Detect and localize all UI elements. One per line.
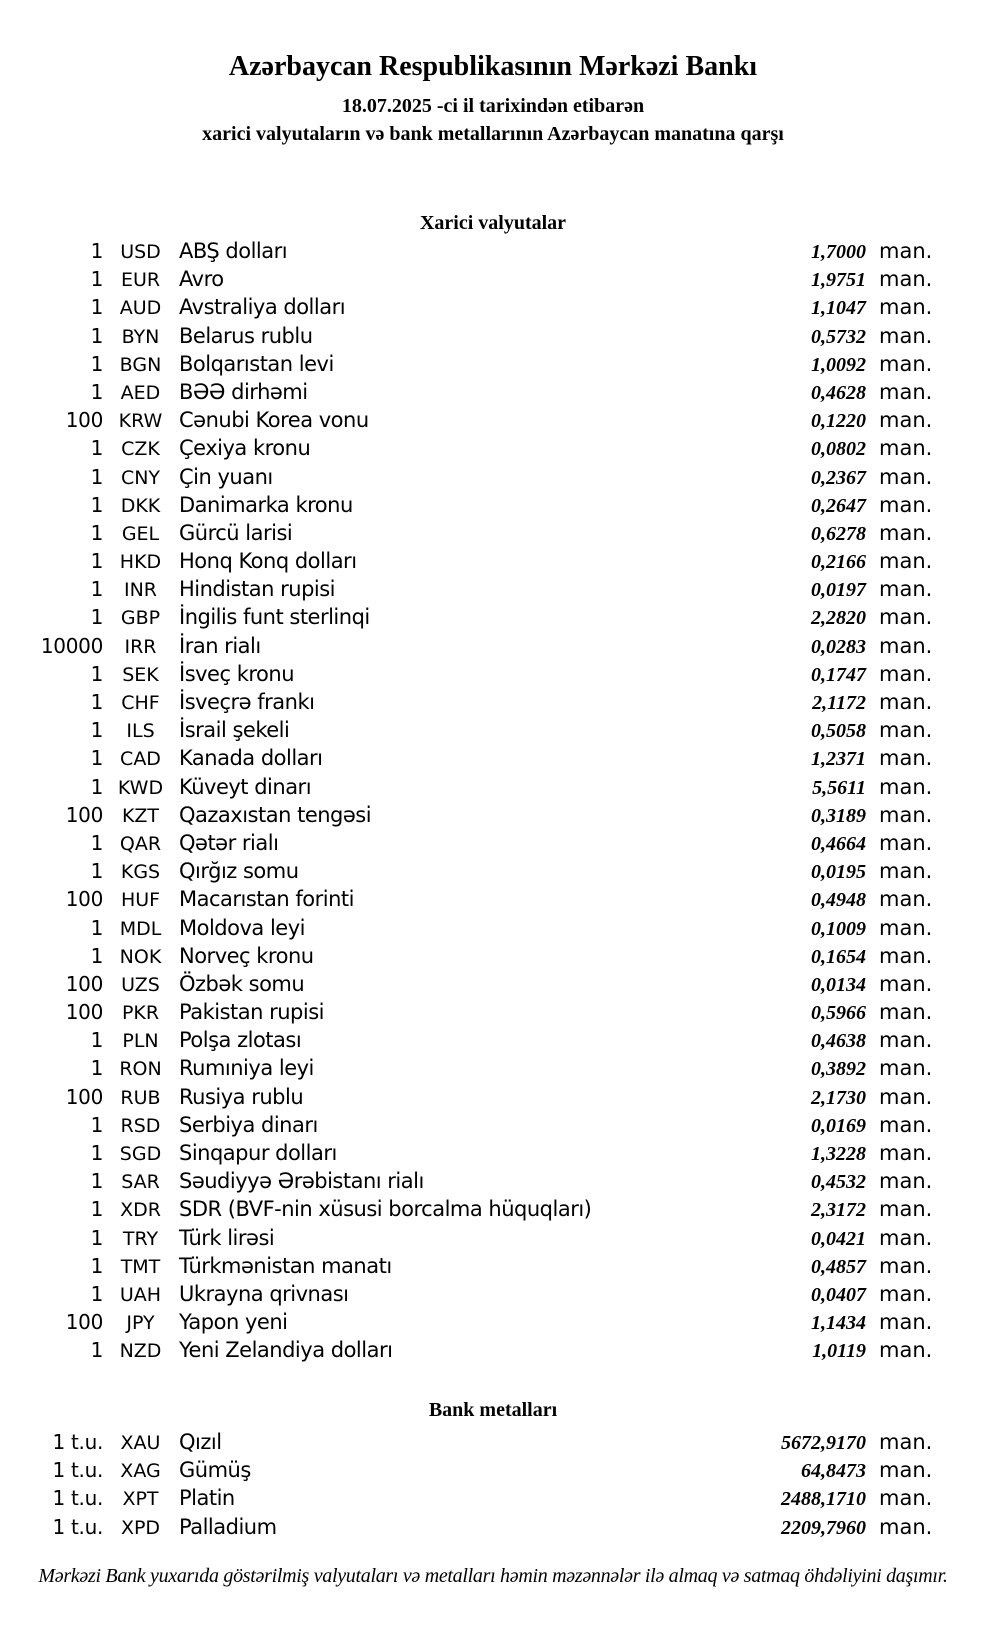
name-cell: Yapon yeni bbox=[179, 1310, 288, 1335]
rate-cell: 64,8473 bbox=[801, 1460, 866, 1483]
currency-row bbox=[0, 716, 986, 744]
rate-cell: 0,3892 bbox=[811, 1058, 866, 1081]
rate-cell: 0,0283 bbox=[811, 635, 866, 658]
currencies-table bbox=[0, 237, 986, 1365]
quantity-cell: 1 bbox=[90, 1281, 103, 1306]
code-cell: TMT bbox=[120, 1255, 161, 1278]
rate-cell: 0,4948 bbox=[811, 889, 866, 912]
rate-cell: 0,0407 bbox=[811, 1283, 866, 1306]
unit-cell: man. bbox=[879, 605, 933, 630]
name-cell: Serbiya dinarı bbox=[179, 1112, 318, 1137]
code-cell: USD bbox=[120, 241, 161, 263]
code-cell: INR bbox=[123, 579, 158, 602]
name-cell: İsrail şekeli bbox=[179, 718, 290, 743]
name-cell: Çexiya kronu bbox=[179, 436, 311, 461]
code-cell: TRY bbox=[122, 1227, 159, 1250]
currency-row bbox=[0, 942, 986, 970]
unit-cell: man. bbox=[879, 774, 933, 799]
rate-cell: 2,1730 bbox=[811, 1086, 866, 1109]
currency-row bbox=[0, 1054, 986, 1082]
quantity-cell: 1 bbox=[90, 549, 103, 574]
quantity-cell: 100 bbox=[65, 1310, 103, 1335]
unit-cell: man. bbox=[879, 1430, 933, 1454]
unit-cell: man. bbox=[879, 1486, 933, 1511]
code-cell: UZS bbox=[121, 973, 160, 996]
quantity-cell: 1 bbox=[90, 1253, 103, 1278]
name-cell: Polşa zlotası bbox=[179, 1028, 302, 1053]
currency-row bbox=[0, 1111, 986, 1139]
code-cell: CHF bbox=[121, 692, 160, 714]
subtitle: xarici valyutaların və bank metallarının Azərbaycan manatına qarşı bbox=[202, 123, 784, 145]
unit-cell: man. bbox=[879, 1000, 933, 1025]
currency-row bbox=[0, 970, 986, 998]
code-cell: XPT bbox=[122, 1488, 159, 1511]
name-cell: Rumıniya leyi bbox=[179, 1056, 314, 1081]
currency-row bbox=[0, 1083, 986, 1111]
quantity-cell: 1 bbox=[90, 492, 103, 517]
quantity-cell: 1 bbox=[90, 1141, 103, 1165]
code-cell: MDL bbox=[119, 917, 162, 940]
name-cell: Türk lirəsi bbox=[179, 1225, 275, 1250]
name-cell: Rusiya rublu bbox=[179, 1084, 304, 1109]
currency-row bbox=[0, 463, 986, 491]
code-cell: AUD bbox=[119, 297, 162, 320]
unit-cell: man. bbox=[879, 1514, 933, 1539]
page-title: Azərbaycan Respublikasının Mərkəzi Bankı bbox=[228, 51, 758, 82]
currency-row bbox=[0, 575, 986, 603]
quantity-cell: 100 bbox=[65, 802, 103, 827]
code-cell: GEL bbox=[121, 522, 160, 545]
quantity-cell: 1 bbox=[90, 323, 103, 348]
unit-cell: man. bbox=[879, 1458, 933, 1483]
unit-cell: man. bbox=[879, 971, 933, 996]
rate-cell: 0,1747 bbox=[811, 663, 866, 686]
name-cell: Hindistan rupisi bbox=[179, 577, 336, 602]
disclaimer-note: Mərkəzi Bank yuxarıda göstərilmiş valyutaları və metalları həmin məzənnələr ilə almaq və satmaq öhdəliyini daşımır. bbox=[38, 1565, 948, 1587]
code-cell: SEK bbox=[122, 663, 159, 686]
quantity-cell: 100 bbox=[65, 1000, 103, 1025]
currencies-section-title: Xarici valyutalar bbox=[419, 212, 567, 234]
rate-cell: 2488,1710 bbox=[781, 1488, 866, 1511]
name-cell: İran rialı bbox=[179, 633, 261, 658]
quantity-cell: 100 bbox=[65, 887, 103, 912]
name-cell: Avstraliya dolları bbox=[179, 295, 346, 320]
rate-cell: 2,3172 bbox=[811, 1199, 866, 1222]
unit-cell: man. bbox=[879, 1112, 933, 1137]
name-cell: Küveyt dinarı bbox=[179, 774, 312, 799]
name-cell: İsveç kronu bbox=[179, 661, 295, 686]
rate-cell: 0,5732 bbox=[811, 325, 866, 348]
quantity-cell: 1 t.u. bbox=[52, 1430, 103, 1454]
unit-cell: man. bbox=[879, 520, 933, 545]
rate-cell: 0,0134 bbox=[811, 973, 866, 996]
code-cell: RSD bbox=[120, 1114, 161, 1137]
name-cell: Palladium bbox=[179, 1514, 277, 1539]
unit-cell: man. bbox=[879, 379, 933, 404]
name-cell: Qızıl bbox=[179, 1430, 222, 1454]
currency-row bbox=[0, 885, 986, 913]
currency-row bbox=[0, 829, 986, 857]
quantity-cell: 1 bbox=[90, 1197, 103, 1222]
rate-cell: 0,2647 bbox=[811, 494, 866, 517]
quantity-cell: 1 bbox=[90, 1338, 103, 1363]
code-cell: KRW bbox=[118, 410, 163, 433]
name-cell: Qətər rialı bbox=[179, 830, 279, 855]
unit-cell: man. bbox=[879, 1197, 933, 1222]
currency-row bbox=[0, 1308, 986, 1336]
code-cell: CZK bbox=[121, 438, 160, 461]
name-cell: Danimarka kronu bbox=[179, 492, 353, 517]
quantity-cell: 1 bbox=[90, 690, 103, 714]
unit-cell: man. bbox=[879, 802, 933, 827]
currency-row bbox=[0, 378, 986, 406]
quantity-cell: 1 bbox=[90, 351, 103, 376]
metals-section-title: Bank metalları bbox=[428, 1399, 558, 1421]
name-cell: Honq Konq dolları bbox=[179, 549, 357, 574]
quantity-cell: 1 bbox=[90, 436, 103, 461]
code-cell: CNY bbox=[120, 466, 161, 489]
currency-row bbox=[0, 1252, 986, 1280]
unit-cell: man. bbox=[879, 1169, 933, 1194]
rate-cell: 0,4638 bbox=[811, 1030, 866, 1053]
quantity-cell: 1 bbox=[90, 464, 103, 489]
unit-cell: man. bbox=[879, 1028, 933, 1053]
currency-row bbox=[0, 688, 986, 716]
currency-row bbox=[0, 547, 986, 575]
quantity-cell: 1 bbox=[90, 718, 103, 743]
name-cell: Platin bbox=[179, 1486, 235, 1511]
currency-row bbox=[0, 801, 986, 829]
code-cell: KWD bbox=[117, 776, 164, 799]
code-cell: XDR bbox=[120, 1199, 161, 1222]
unit-cell: man. bbox=[879, 718, 933, 743]
code-cell: PKR bbox=[121, 1002, 160, 1025]
name-cell: İngilis funt sterlinqi bbox=[179, 605, 370, 630]
unit-cell: man. bbox=[879, 830, 933, 855]
rate-cell: 1,0119 bbox=[812, 1340, 866, 1363]
unit-cell: man. bbox=[879, 1084, 933, 1109]
rate-cell: 1,3228 bbox=[811, 1143, 866, 1165]
name-cell: Sinqapur dolları bbox=[179, 1141, 337, 1165]
code-cell: XAU bbox=[120, 1432, 161, 1454]
unit-cell: man. bbox=[879, 1253, 933, 1278]
currency-row bbox=[0, 1280, 986, 1308]
name-cell: Çin yuanı bbox=[179, 464, 273, 489]
unit-cell: man. bbox=[879, 549, 933, 574]
quantity-cell: 1 bbox=[90, 295, 103, 320]
code-cell: JPY bbox=[126, 1312, 155, 1335]
currency-row bbox=[0, 632, 986, 660]
unit-cell: man. bbox=[879, 746, 933, 771]
unit-cell: man. bbox=[879, 1338, 933, 1363]
rate-cell: 0,0195 bbox=[811, 861, 866, 884]
code-cell: CAD bbox=[120, 748, 161, 771]
rate-cell: 0,2367 bbox=[811, 466, 866, 489]
rate-cell: 0,1009 bbox=[811, 917, 866, 940]
quantity-cell: 1 bbox=[90, 1112, 103, 1137]
unit-cell: man. bbox=[879, 1281, 933, 1306]
quantity-cell: 1 t.u. bbox=[52, 1458, 103, 1483]
metal-row bbox=[0, 1428, 986, 1456]
currency-row bbox=[0, 519, 986, 547]
name-cell: Bolqarıstan levi bbox=[179, 351, 334, 376]
rate-cell: 2,1172 bbox=[812, 692, 866, 714]
unit-cell: man. bbox=[879, 464, 933, 489]
quantity-cell: 1 bbox=[90, 239, 103, 263]
rate-cell: 0,0802 bbox=[811, 438, 866, 461]
name-cell: Macarıstan forinti bbox=[179, 887, 354, 912]
rate-cell: 2209,7960 bbox=[781, 1516, 866, 1539]
rate-cell: 0,0421 bbox=[811, 1227, 866, 1250]
code-cell: PLN bbox=[122, 1030, 159, 1053]
unit-cell: man. bbox=[879, 577, 933, 602]
quantity-cell: 1 bbox=[90, 1028, 103, 1053]
rate-cell: 0,3189 bbox=[811, 804, 866, 827]
rate-cell: 2,2820 bbox=[811, 607, 866, 630]
name-cell: Ukrayna qrivnası bbox=[179, 1281, 349, 1306]
quantity-cell: 10000 bbox=[40, 633, 103, 658]
unit-cell: man. bbox=[879, 943, 933, 968]
name-cell: Avro bbox=[179, 267, 224, 292]
rate-cell: 1,9751 bbox=[811, 269, 866, 292]
quantity-cell: 100 bbox=[65, 971, 103, 996]
currency-row bbox=[0, 350, 986, 378]
rate-cell: 5,5611 bbox=[812, 776, 866, 799]
code-cell: SGD bbox=[119, 1143, 162, 1165]
rate-cell: 1,1047 bbox=[811, 297, 866, 320]
unit-cell: man. bbox=[879, 351, 933, 376]
unit-cell: man. bbox=[879, 1225, 933, 1250]
rate-cell: 0,0169 bbox=[811, 1114, 866, 1137]
code-cell: XPD bbox=[120, 1516, 161, 1539]
rate-cell: 1,0092 bbox=[811, 353, 866, 376]
rate-cell: 0,6278 bbox=[811, 522, 866, 545]
unit-cell: man. bbox=[879, 295, 933, 320]
quantity-cell: 100 bbox=[65, 1084, 103, 1109]
rate-cell: 0,4628 bbox=[811, 381, 866, 404]
unit-cell: man. bbox=[879, 492, 933, 517]
quantity-cell: 1 bbox=[90, 1169, 103, 1194]
unit-cell: man. bbox=[879, 1141, 933, 1165]
name-cell: Gürcü larisi bbox=[179, 520, 293, 545]
unit-cell: man. bbox=[879, 690, 933, 714]
name-cell: Norveç kronu bbox=[179, 943, 314, 968]
rate-cell: 0,0197 bbox=[811, 579, 866, 602]
code-cell: KZT bbox=[121, 804, 160, 827]
name-cell: ABŞ dolları bbox=[179, 239, 288, 263]
currency-row bbox=[0, 773, 986, 801]
rate-cell: 5672,9170 bbox=[781, 1432, 866, 1454]
currency-row bbox=[0, 237, 986, 265]
quantity-cell: 1 bbox=[90, 577, 103, 602]
code-cell: SAR bbox=[121, 1171, 160, 1194]
name-cell: Səudiyyə Ərəbistanı rialı bbox=[179, 1169, 424, 1194]
code-cell: XAG bbox=[120, 1460, 161, 1483]
quantity-cell: 1 bbox=[90, 661, 103, 686]
rate-cell: 0,4532 bbox=[811, 1171, 866, 1194]
code-cell: QAR bbox=[119, 832, 162, 855]
rate-cell: 0,5058 bbox=[811, 720, 866, 743]
unit-cell: man. bbox=[879, 887, 933, 912]
rate-cell: 1,1434 bbox=[811, 1312, 866, 1335]
code-cell: RUB bbox=[120, 1086, 161, 1109]
name-cell: SDR (BVF-nin xüsusi borcalma hüquqları) bbox=[179, 1197, 592, 1222]
unit-cell: man. bbox=[879, 1310, 933, 1335]
currency-row bbox=[0, 406, 986, 434]
name-cell: Gümüş bbox=[179, 1458, 251, 1483]
code-cell: GBP bbox=[120, 607, 161, 630]
rate-cell: 1,7000 bbox=[811, 241, 866, 263]
currency-row bbox=[0, 293, 986, 321]
quantity-cell: 1 bbox=[90, 830, 103, 855]
quantity-cell: 1 bbox=[90, 943, 103, 968]
quantity-cell: 1 bbox=[90, 379, 103, 404]
unit-cell: man. bbox=[879, 408, 933, 433]
name-cell: Yeni Zelandiya dolları bbox=[179, 1338, 393, 1363]
unit-cell: man. bbox=[879, 661, 933, 686]
code-cell: KGS bbox=[120, 861, 161, 884]
rate-cell: 0,5966 bbox=[811, 1002, 866, 1025]
code-cell: IRR bbox=[124, 635, 157, 658]
quantity-cell: 1 bbox=[90, 267, 103, 292]
currency-row bbox=[0, 322, 986, 350]
code-cell: UAH bbox=[119, 1283, 162, 1306]
quantity-cell: 1 bbox=[90, 520, 103, 545]
code-cell: NZD bbox=[119, 1340, 162, 1363]
unit-cell: man. bbox=[879, 915, 933, 940]
quantity-cell: 1 bbox=[90, 859, 103, 884]
rate-cell: 0,1654 bbox=[811, 945, 866, 968]
quantity-cell: 1 bbox=[90, 746, 103, 771]
metal-row bbox=[0, 1456, 986, 1484]
name-cell: BƏƏ dirhəmi bbox=[179, 379, 308, 404]
quantity-cell: 1 bbox=[90, 605, 103, 630]
currency-row bbox=[0, 660, 986, 688]
currency-row bbox=[0, 491, 986, 519]
quantity-cell: 1 bbox=[90, 1225, 103, 1250]
name-cell: İsveçrə frankı bbox=[179, 690, 315, 714]
metal-row bbox=[0, 1513, 986, 1541]
code-cell: AED bbox=[120, 381, 161, 404]
quantity-cell: 1 bbox=[90, 915, 103, 940]
name-cell: Qırğız somu bbox=[179, 859, 299, 884]
rate-cell: 1,2371 bbox=[811, 748, 866, 771]
currency-row bbox=[0, 434, 986, 462]
metals-table bbox=[0, 1428, 986, 1541]
currency-row bbox=[0, 1224, 986, 1252]
rate-cell: 0,4664 bbox=[811, 832, 866, 855]
quantity-cell: 1 bbox=[90, 774, 103, 799]
name-cell: Moldova leyi bbox=[179, 915, 305, 940]
unit-cell: man. bbox=[879, 267, 933, 292]
name-cell: Kanada dolları bbox=[179, 746, 323, 771]
currency-row bbox=[0, 914, 986, 942]
unit-cell: man. bbox=[879, 859, 933, 884]
currency-row bbox=[0, 744, 986, 772]
unit-cell: man. bbox=[879, 239, 933, 263]
name-cell: Belarus rublu bbox=[179, 323, 313, 348]
rate-cell: 0,4857 bbox=[811, 1255, 866, 1278]
code-cell: NOK bbox=[119, 945, 162, 968]
unit-cell: man. bbox=[879, 323, 933, 348]
currency-row bbox=[0, 1139, 986, 1167]
quantity-cell: 1 t.u. bbox=[52, 1486, 103, 1511]
name-cell: Pakistan rupisi bbox=[179, 1000, 324, 1025]
currency-row bbox=[0, 1195, 986, 1223]
name-cell: Türkmənistan manatı bbox=[179, 1253, 392, 1278]
effective-date: 18.07.2025 -ci il tarixindən etibarən bbox=[341, 95, 645, 117]
currency-row bbox=[0, 603, 986, 631]
unit-cell: man. bbox=[879, 436, 933, 461]
name-cell: Cənubi Korea vonu bbox=[179, 408, 369, 433]
name-cell: Qazaxıstan tengəsi bbox=[179, 802, 372, 827]
code-cell: ILS bbox=[126, 720, 155, 743]
currency-row bbox=[0, 265, 986, 293]
code-cell: BYN bbox=[121, 325, 160, 348]
name-cell: Özbək somu bbox=[179, 971, 305, 996]
quantity-cell: 100 bbox=[65, 408, 103, 433]
currency-row bbox=[0, 998, 986, 1026]
code-cell: RON bbox=[119, 1058, 162, 1081]
code-cell: EUR bbox=[120, 269, 161, 292]
currency-row bbox=[0, 1026, 986, 1054]
code-cell: HKD bbox=[119, 551, 162, 574]
code-cell: HUF bbox=[120, 889, 161, 912]
quantity-cell: 1 t.u. bbox=[52, 1514, 103, 1539]
code-cell: DKK bbox=[120, 494, 161, 517]
currency-row bbox=[0, 1336, 986, 1364]
quantity-cell: 1 bbox=[90, 1056, 103, 1081]
rate-cell: 0,2166 bbox=[811, 551, 866, 574]
currency-row bbox=[0, 857, 986, 885]
code-cell: BGN bbox=[119, 353, 162, 376]
unit-cell: man. bbox=[879, 633, 933, 658]
metal-row bbox=[0, 1484, 986, 1512]
rate-cell: 0,1220 bbox=[811, 410, 866, 433]
unit-cell: man. bbox=[879, 1056, 933, 1081]
currency-row bbox=[0, 1167, 986, 1195]
